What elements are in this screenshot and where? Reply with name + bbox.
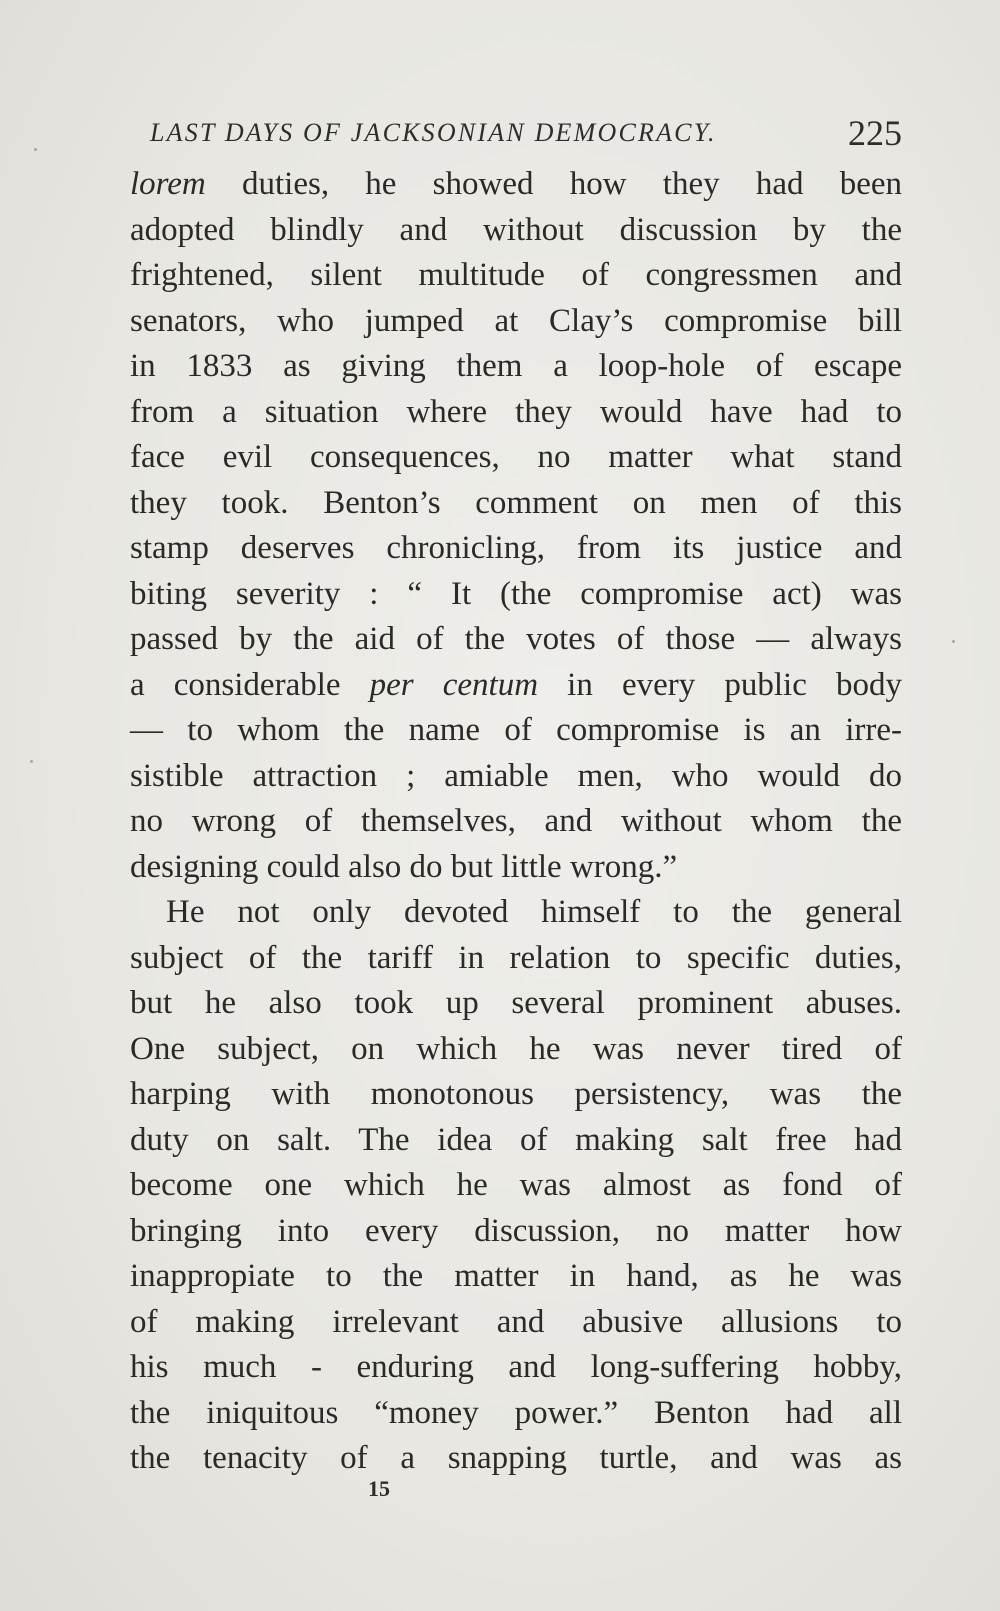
line-text: He not only devoted himself to the general [166, 894, 902, 930]
text-line [130, 299, 902, 345]
line-text: a considerable [130, 666, 370, 703]
paper-speck [34, 148, 37, 151]
text-line [130, 1300, 902, 1346]
line-text: his much - enduring and long-suffering hobby, [130, 1349, 902, 1385]
text-line [130, 1118, 902, 1164]
line-text: face evil consequences, no matter what stand [130, 439, 902, 475]
line-text: no wrong of themselves, and without whom the [130, 803, 902, 839]
page-header [150, 112, 902, 152]
line-text: in 1833 as giving them a loop-hole of escape [130, 348, 902, 384]
line-text: designing could also do but little wrong.” [130, 848, 678, 885]
text-line [130, 1209, 902, 1255]
line-text: they took. Benton’s comment on men of this [130, 484, 902, 521]
line-text: duties, he showed how they had been [205, 166, 902, 202]
line-text: biting severity : “ It (the compromise act) was [130, 575, 902, 612]
line-text: sistible attraction ; amiable men, who would do [130, 757, 902, 794]
text-line [130, 663, 902, 709]
line-text: — to whom the name of compromise is an irre- [130, 712, 902, 748]
text-line [130, 162, 902, 208]
italic-word: lorem [130, 166, 206, 202]
page-number: 225 [848, 113, 902, 153]
text-line [130, 390, 902, 436]
line-text: senators, who jumped at Clay’s compromise bill [130, 302, 902, 339]
text-line [130, 1072, 902, 1118]
line-text: the iniquitous “money power.” Benton had all [130, 1394, 902, 1431]
text-line [130, 1027, 902, 1073]
text-line [130, 526, 902, 572]
line-text: duty on salt. The idea of making salt free had [130, 1121, 902, 1158]
line-text: the tenacity of a snapping turtle, and was as [130, 1440, 902, 1476]
text-line [130, 572, 902, 618]
text-line [130, 208, 902, 254]
text-line [130, 1345, 902, 1391]
body-text [130, 162, 902, 1482]
line-text: One subject, on which he was never tired of [130, 1030, 902, 1067]
paper-speck [30, 760, 33, 763]
line-text: from a situation where they would have had to [130, 393, 902, 430]
paper-speck [952, 640, 955, 643]
text-line [130, 708, 902, 754]
running-head: LAST DAYS OF JACKSONIAN DEMOCRACY. [150, 118, 717, 147]
text-line [130, 754, 902, 800]
text-line [130, 845, 902, 891]
line-text: become one which he was almost as fond of [130, 1167, 902, 1203]
text-line [130, 1163, 902, 1209]
text-line [130, 253, 902, 299]
line-text: inappropiate to the matter in hand, as he was [130, 1258, 902, 1294]
italic-phrase: per centum [369, 666, 539, 703]
line-text: passed by the aid of the votes of those — always [130, 621, 902, 657]
text-line [130, 1436, 902, 1482]
text-line [130, 1391, 902, 1437]
line-text: adopted blindly and without discussion by the [130, 211, 902, 248]
text-line [130, 799, 902, 845]
line-text: but he also took up several prominent abuses. [130, 985, 902, 1021]
signature-mark: 15 [368, 1476, 390, 1501]
line-text: subject of the tariff in relation to specific duties, [130, 939, 902, 976]
line-text: bringing into every discussion, no matter how [130, 1212, 902, 1249]
text-line [130, 1254, 902, 1300]
text-line [130, 481, 902, 527]
line-text: in every public body [538, 666, 902, 703]
line-text: stamp deserves chronicling, from its justice and [130, 530, 902, 566]
text-line [130, 617, 902, 663]
text-line [130, 981, 902, 1027]
line-text: frightened, silent multitude of congressmen and [130, 257, 902, 293]
text-line [130, 344, 902, 390]
text-line [130, 936, 902, 982]
text-line [130, 435, 902, 481]
line-text: of making irrelevant and abusive allusions to [130, 1303, 902, 1340]
line-text: harping with monotonous persistency, was the [130, 1076, 902, 1112]
text-line [130, 890, 902, 936]
